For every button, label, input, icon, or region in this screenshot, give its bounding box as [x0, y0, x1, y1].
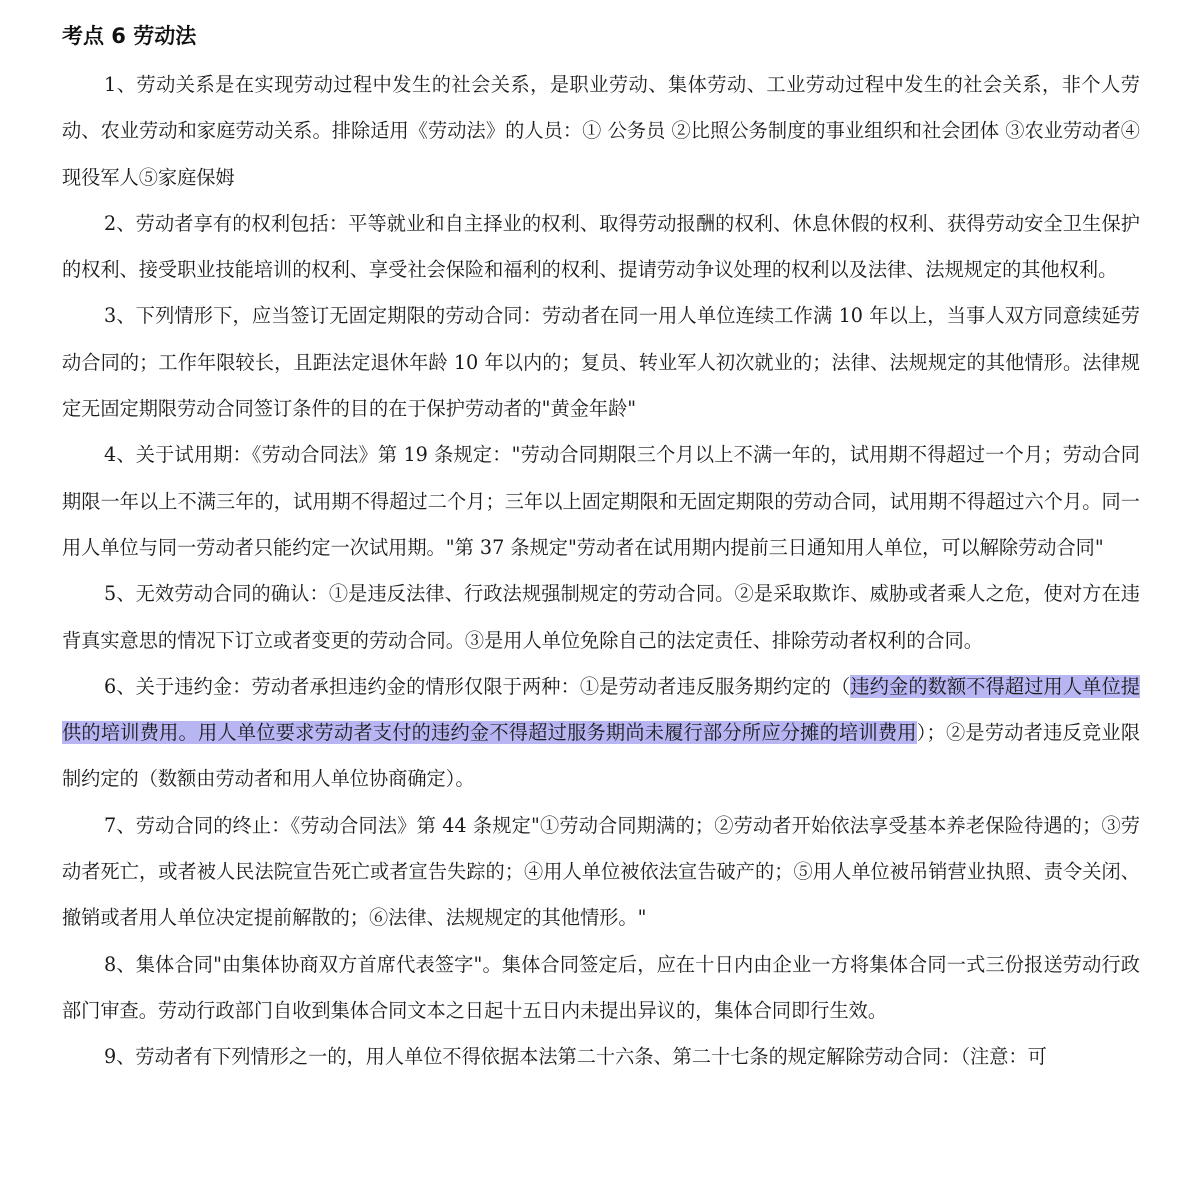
paragraph-3: 3、下列情形下，应当签订无固定期限的劳动合同：劳动者在同一用人单位连续工作满 10 年以上，当事人双方同意续延劳动合同的；工作年限较长，且距法定退休年龄 10 年以内的；复员、转业军人初次就业的；法律、法规规定的其他情形。法律规定无固定期限劳动合同签订条件的目的在于保护劳动者的"黄金年龄" — [62, 304, 1140, 421]
paragraph-6 — [62, 664, 1140, 803]
paragraph-6-after: ）；②是劳动者违反竞业限制约定的（数额由劳动者和用人单位协商确定）。 — [62, 721, 1141, 791]
section-heading: 考点 6 劳动法 — [62, 24, 197, 48]
paragraph-2: 2、劳动者享有的权利包括：平等就业和自主择业的权利、取得劳动报酬的权利、休息休假的权利、获得劳动安全卫生保护的权利、接受职业技能培训的权利、享受社会保险和福利的权利、提请劳动争议处理的权利以及法律、法规规定的其他权利。 — [62, 211, 1140, 282]
paragraph-6-before: 6、关于违约金：劳动者承担违约金的情形仅限于两种：①是劳动者违反服务期约定的（ — [104, 674, 851, 698]
paragraph-5: 5、无效劳动合同的确认：①是违反法律、行政法规强制规定的劳动合同。②是采取欺诈、威胁或者乘人之危，使对方在违背真实意思的情况下订立或者变更的劳动合同。③是用人单位免除自己的法定责任、排除劳动者权利的合同。 — [62, 582, 1140, 652]
paragraph-4: 4、关于试用期：《劳动合同法》第 19 条规定："劳动合同期限三个月以上不满一年的，试用期不得超过一个月；劳动合同期限一年以上不满三年的，试用期不得超过二个月；三年以上固定期限和无固定期限的劳动合同，试用期不得超过六个月。同一用人单位与同一劳动者只能约定一次试用期。"第 37 条规定"劳动者在试用期内提前三日通知用人单位，可以解除劳动合同" — [62, 443, 1140, 559]
document-page — [62, 18, 1140, 1081]
paragraph-7: 7、劳动合同的终止：《劳动合同法》第 44 条规定"①劳动合同期满的；②劳动者开始依法享受基本养老保险待遇的；③劳动者死亡，或者被人民法院宣告死亡或者宣告失踪的；④用人单位被依法宣告破产的；⑤用人单位被吊销营业执照、责令关闭、撤销或者用人单位决定提前解散的；⑥法律、法规规定的其他情形。" — [62, 813, 1140, 930]
paragraph-1: 1、劳动关系是在实现劳动过程中发生的社会关系，是职业劳动、集体劳动、工业劳动过程中发生的社会关系，非个人劳动、农业劳动和家庭劳动关系。排除适用《劳动法》的人员：① 公务员 ②比照公务制度的事业组织和社会团体 ③农业劳动者④现役军人⑤家庭保姆 — [62, 73, 1140, 189]
paragraph-8: 8、集体合同"由集体协商双方首席代表签字"。集体合同签定后，应在十日内由企业一方将集体合同一式三份报送劳动行政部门审查。劳动行政部门自收到集体合同文本之日起十五日内未提出异议的，集体合同即行生效。 — [62, 952, 1140, 1022]
paragraph-9: 9、劳动者有下列情形之一的，用人单位不得依据本法第二十六条、第二十七条的规定解除劳动合同：（注意：可 — [104, 1045, 1047, 1069]
highlighted-text: 违约金的数额不得超过用人单位提供的培训费用。用人单位要求劳动者支付的违约金不得超过服务期尚未履行部分所应分摊的培训费用 — [62, 674, 1140, 745]
